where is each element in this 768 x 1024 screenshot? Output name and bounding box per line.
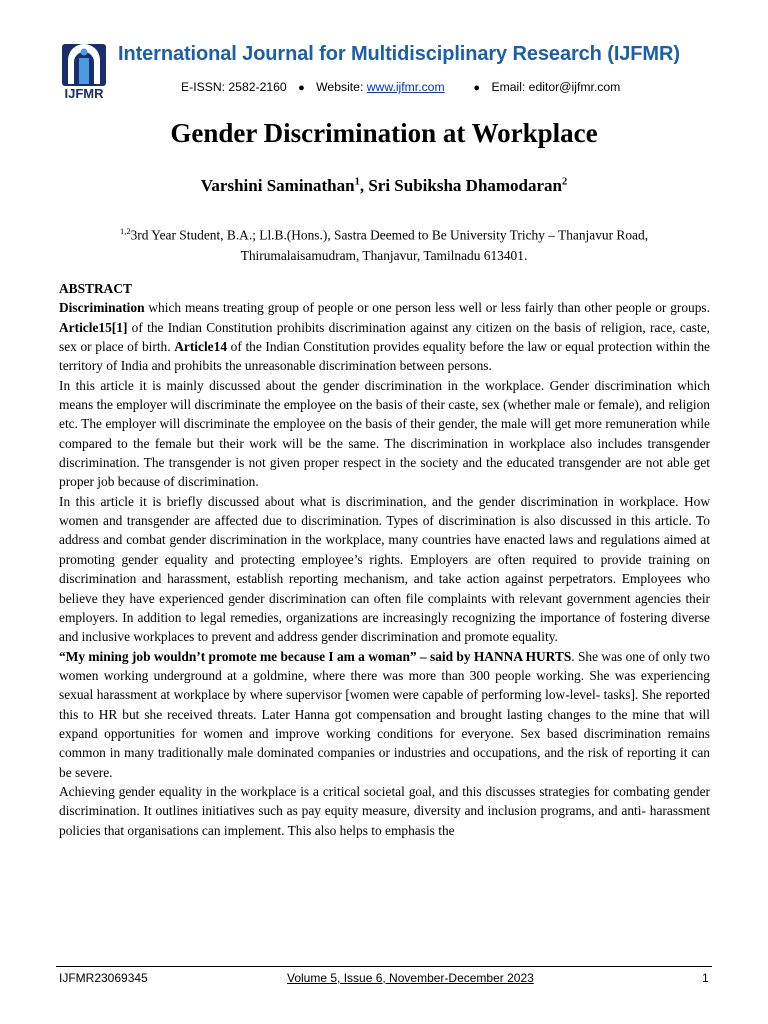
abstract-paragraph — [59, 298, 710, 375]
paragraph-text: of the Indian Constitution provides equality before the law or equal protection within the territory of India and prohibits the unreasonable discrimination between persons. — [59, 339, 710, 374]
bold-term: Article14 — [174, 339, 228, 355]
issn-text: E-ISSN: 2582-2160 — [181, 80, 287, 94]
affiliation-line: Thirumalaisamudram, Thanjavur, Tamilnadu 613401. — [240, 247, 528, 263]
email-text: Email: editor@ijfmr.com — [491, 80, 621, 94]
affiliation-line: 3rd Year Student, B.A.; Ll.B.(Hons.), Sastra Deemed to Be University Trichy – Thanjavur Road, — [130, 227, 649, 243]
abstract-paragraph: In this article it is mainly discussed about the gender discrimination in the workplace. Gender discrimination which means the employer will discriminate the employee on the basis of their caste, sex (whether male or female), and religion etc. The employer will discriminate the employee on the basis of their gender, the male will get more remuneration while compared to the female but their work will be the same. The discrimination in workplace also includes transgender discrimination. The transgender is not given proper respect in the society and the educated transgender are not able get proper job because of discrimination. — [59, 377, 710, 490]
website-link[interactable]: www.ijfmr.com — [366, 80, 445, 94]
journal-title — [118, 43, 680, 66]
svg-text:IJFMR: IJFMR — [64, 86, 104, 100]
bold-term: Article15[1] — [59, 319, 128, 335]
abstract-paragraph: Achieving gender equality in the workplace is a critical societal goal, and this discusses strategies for combating gender discrimination. It outlines initiatives such as pay equity measure, diversity and inclusion programs, and anti- harassment policies that organisations can implement. This also helps to emphasis the — [59, 783, 710, 838]
journal-abbreviation: (IJFMR) — [607, 43, 680, 65]
paragraph-text: of the Indian Constitution prohibits discrimination against any citizen on the basis of religion, race, caste, sex or place of birth. — [59, 319, 710, 355]
footer-paper-id: IJFMR23069345 — [59, 971, 148, 985]
footer-rule — [56, 966, 712, 967]
affiliation-superscript: 1,2 — [119, 226, 131, 236]
abstract-paragraph — [59, 647, 710, 782]
ijfmr-logo — [58, 36, 110, 100]
website-label: Website: — [316, 80, 364, 94]
footer-volume: Volume 5, Issue 6, November-December 2023 — [287, 971, 534, 985]
journal-meta-line — [181, 80, 620, 94]
journal-header — [0, 0, 768, 108]
author-line — [0, 176, 768, 196]
bold-term: Discrimination — [59, 300, 145, 316]
author-name: Varshini Saminathan — [200, 176, 355, 195]
quote-bold: “My mining job wouldn’t promote me because I am a woman” – said by HANNA HURTS — [59, 648, 572, 664]
author-superscript: 1 — [354, 176, 360, 188]
author-name: Sri Subiksha Dhamodaran — [368, 176, 563, 195]
page-number: 1 — [702, 971, 709, 985]
author-separator: , — [359, 176, 369, 195]
paragraph-text: which means treating group of people or one person less well or less fairly than other people or groups. — [144, 300, 710, 316]
bullet-icon: ● — [298, 82, 305, 94]
abstract-paragraph: In this article it is briefly discussed about what is discrimination, and the gender discrimination in workplace. How women and transgender are affected due to discrimination. Types of discrimination is also discussed in this article. To address and combat gender discrimination in the workplace, many countries have enacted laws and regulations aimed at promoting gender equality and protecting employee’s rights. Employers are often required to provide training on discrimination and harassment, establish reporting mechanism, and take action against perpetrators. Employees who believe they have experienced gender discrimination can often file complaints with relevant government agencies their employers. In addition to legal remedies, organizations are increasingly recognizing the importance of fostering diverse and inclusive workplaces to prevent and address gender discrimination and promote equality. — [59, 493, 710, 645]
journal-name: International Journal for Multidisciplinary Research — [118, 43, 602, 65]
abstract-heading: ABSTRACT — [59, 281, 132, 296]
paper-title: Gender Discrimination at Workplace — [170, 118, 598, 148]
paragraph-text: . She was one of only two women working underground at a goldmine, where there was more than 300 people working. She was experiencing sexual harassment at workplace by where supervisor [women were capable of performing low-level- tasks]. She reported this to HR but she received threats. Later Hanna got compensation and brought lasting changes to the mine that will expand opportunities for women and improve working conditions for everyone. Sex based discrimination remains common in many traditionally male dominated companies or industries and occupations, and the risk of reporting it can be severe. — [59, 648, 710, 780]
abstract-section — [59, 279, 710, 840]
affiliation — [70, 221, 698, 266]
author-superscript: 2 — [562, 176, 568, 188]
bullet-icon: ● — [473, 82, 481, 94]
